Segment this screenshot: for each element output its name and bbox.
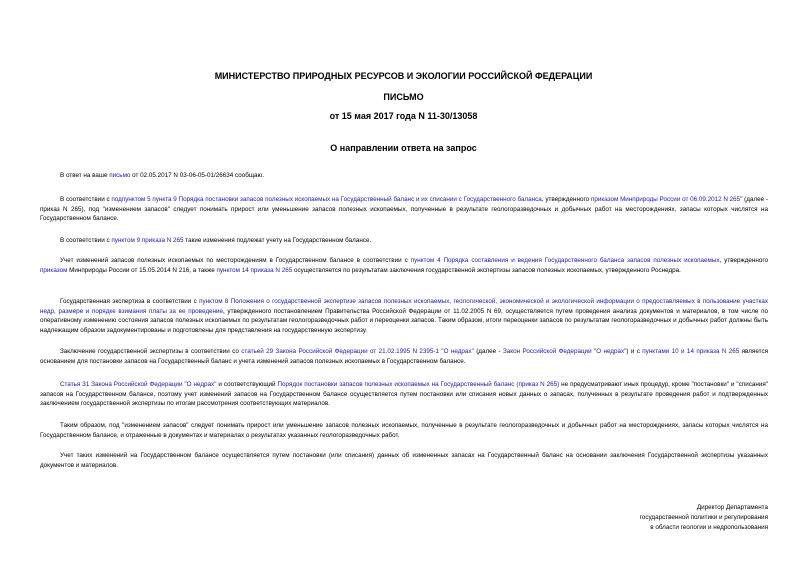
paragraph-text: Заключение государственной экспертизы в соответствии со (60, 348, 242, 355)
procedure-subclause-link[interactable]: подпунктом 5 пункта 9 Порядка постановки запасов полезных ископаемых на Государственный баланс и их списании с Государственного баланса (111, 196, 542, 203)
paragraph-6-text (40, 347, 768, 366)
paragraph-text: (далее - (473, 348, 503, 355)
subsoil-law-link[interactable]: Закон Российской Федерации "О недрах" (503, 348, 627, 355)
paragraph-text: осуществляется по результатам заключения государственной экспертизы запасов полезных ископаемых, утвержденного Роснедра. (292, 266, 681, 274)
paragraph-9 (40, 451, 768, 470)
order-265-clause-14-link[interactable]: пунктом 14 приказа N 265 (216, 266, 293, 274)
signature-block (640, 503, 768, 533)
paragraph-5 (40, 297, 768, 335)
document-date-number: от 15 мая 2017 года N 11-30/13058 (329, 111, 478, 121)
paragraph-text: В ответ на ваше (60, 172, 110, 179)
paragraph-8 (40, 421, 768, 440)
law-article-29-link[interactable]: статьей 29 Закона Российской Федерации от 21.02.1995 N 2395-1 "О недрах" (241, 348, 474, 355)
document-type: ПИСЬМО (383, 92, 424, 102)
signature-line: Директор Департамента (696, 504, 768, 511)
paragraph-4-text (40, 256, 768, 275)
order-265-link[interactable]: приказом Минприроды России от 06.09.2012 N 265 (590, 196, 741, 203)
paragraph-text: , утвержденного постановлением Правительства Российской Федерации от 11.02.2005 N 69, осуществляется путем проведения анализа документов и материалов, в том числе по оперативному изменению состояния запасов полезных ископаемых по результатам геологоразведочных работ и переоценки запасов. Таким образом, итоги переоценки запасов по результатам геологоразведочных и добычных работ должны быть надлежащим образом задокументированы и подготовлены для представления на государственную экспертизу. (40, 307, 768, 334)
paragraph-text: является основанием для постановки запасов на Государственный баланс и учета изменений запасов полезных ископаемых в Государственном балансе. (40, 348, 768, 365)
paragraph-5-text (40, 297, 768, 335)
paragraph-3-text (40, 236, 768, 246)
law-article-31-link[interactable]: Статья 31 Закона Российской Федерации "О недрах" (60, 381, 217, 388)
paragraph-9-text: Учет таких изменений на Государственном балансе осуществляется путем постановки (или списания) данных об измененных запасах на Государственный баланс на основании заключения Государственной экспертизы указанных документов и материалов. (40, 452, 768, 469)
paragraph-2 (40, 195, 768, 224)
registration-procedure-link[interactable]: Порядок постановки запасов полезных ископаемых на Государственный баланс (приказ N 265) (277, 381, 560, 388)
paragraph-text: и соответствующий (216, 381, 278, 388)
paragraph-text: В соответствии с (60, 196, 112, 203)
paragraph-7 (40, 380, 768, 409)
balance-procedure-link[interactable]: пунктом 4 Порядка составления и ведения Государственного баланса запасов полезных ископаемых (410, 257, 720, 264)
order-265-clause-9-link[interactable]: пунктом 9 приказа N 265 (111, 237, 184, 244)
paragraph-1-text (40, 171, 768, 181)
ministry-title: МИНИСТЕРСТВО ПРИРОДНЫХ РЕСУРСОВ И ЭКОЛОГИИ РОССИЙСКОЙ ФЕДЕРАЦИИ (214, 71, 593, 81)
paragraph-4 (40, 256, 768, 275)
paragraph-6 (40, 347, 768, 366)
paragraph-text: Минприроды России от 15.05.2014 N 216, а также (67, 266, 217, 274)
paragraph-text: не предусматривают иных процедур, кроме "постановки" и "списания" запасов на Государственном балансе, поэтому учет изменений запасов на Государственном балансе осуществляется путем постановки или списания новых данных о запасах, полученных в результате проведения работ и подтвержденных заключением государственной экспертизы по итогам рассмотрения соответствующих материалов. (40, 381, 769, 407)
order-265-clauses-link[interactable]: пунктами 10 и 14 приказа N 265 (642, 348, 740, 355)
paragraph-text: Учет изменений запасов полезных ископаемых по месторождениям в Государственном балансе в соответствии с (60, 257, 411, 264)
paragraph-text: от 02.05.2017 N 03-06-05-01/26634 сообщаю. (130, 172, 265, 179)
paragraph-text: ) и с (626, 348, 643, 355)
paragraph-7-text (40, 380, 768, 409)
paragraph-3 (40, 236, 768, 246)
paragraph-8-text: Таким образом, под "изменением запасов" следует понимать прирост или уменьшение запасов полезных ископаемых, полученные в результате геологоразведочных и добычных работ на месторождениях, запасы которых числятся на Государственном балансе, и отраженные в документах и материалах о результатах указанных геологоразведочных работ. (40, 422, 768, 439)
paragraph-1 (40, 171, 768, 181)
signature-line: в области геологии и недропользования (650, 524, 768, 531)
document-subject: О направлении ответа на запрос (330, 143, 477, 153)
paragraph-text: , утвержденного (719, 257, 768, 264)
paragraph-text: В соответствии с (60, 237, 112, 244)
order-216-link[interactable]: приказом (40, 266, 68, 274)
paragraph-text: Государственная экспертиза в соответствии с (60, 298, 200, 305)
expertise-regulation-link[interactable]: пунктом 8 Положения о государственной экспертизе запасов полезных ископаемых, геологической, экономической и экологической информации о предоставляемых в пользование участках недр, размере и порядке взимания платы за ее проведение (40, 298, 768, 315)
paragraph-2-text (40, 195, 768, 224)
signature-line: государственной политики и регулирования (639, 514, 768, 521)
paragraph-text: " (далее - приказ N 265), под "изменением запасов" следует понимать прирост или уменьшение запасов полезных ископаемых, полученные в результате геологоразведочных и добычных работ на месторождениях, запасы которых числятся на Государственном балансе. (40, 196, 768, 222)
paragraph-text: , утвержденного (541, 196, 591, 203)
paragraph-text: такие изменения подлежат учету на Государственном балансе. (183, 237, 372, 244)
letter-link[interactable]: письмо (109, 172, 131, 179)
